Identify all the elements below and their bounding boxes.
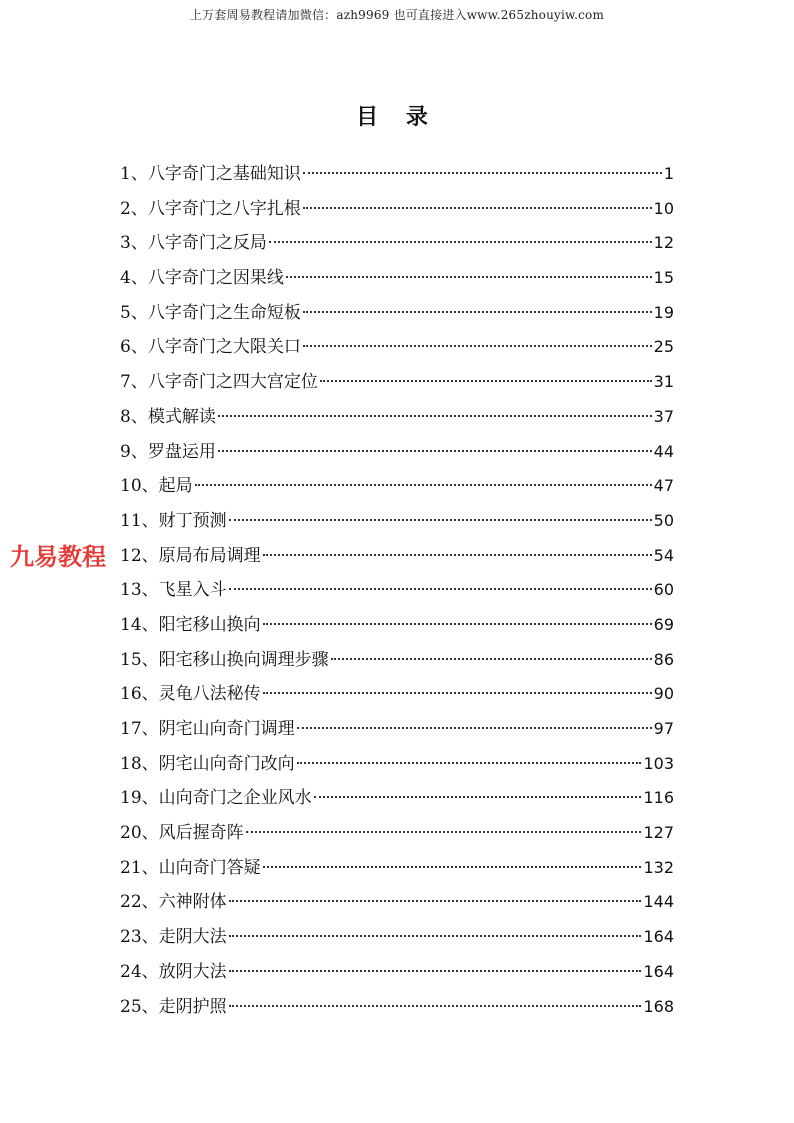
- toc-entry-page-number: 69: [653, 614, 674, 634]
- toc-entry-page-number: 132: [643, 857, 674, 877]
- toc-dot-leader: [303, 345, 652, 347]
- toc-dot-leader: [229, 935, 642, 937]
- toc-entry-page-number: 90: [653, 684, 674, 704]
- toc-dot-leader: [297, 727, 652, 729]
- toc-entry[interactable]: [120, 296, 674, 331]
- toc-entry[interactable]: [120, 608, 674, 643]
- toc-entry-label: 1、八字奇门之基础知识: [120, 164, 301, 184]
- table-of-contents: [120, 157, 674, 1024]
- toc-entry-label: 12、原局布局调理: [120, 545, 261, 566]
- toc-entry-page-number: 1: [663, 164, 674, 183]
- toc-entry-page-number: 54: [653, 545, 674, 565]
- toc-dot-leader: [297, 762, 642, 764]
- toc-entry-page-number: 127: [643, 823, 674, 843]
- toc-dot-leader: [263, 623, 652, 625]
- toc-dot-leader: [195, 484, 652, 486]
- toc-dot-leader: [229, 519, 652, 521]
- toc-dot-leader: [229, 970, 642, 972]
- toc-entry-page-number: 144: [643, 892, 674, 912]
- page-title: 目 录: [356, 104, 438, 130]
- toc-dot-leader: [286, 276, 652, 278]
- toc-entry-label: 22、六神附体: [120, 892, 227, 913]
- toc-dot-leader: [246, 831, 642, 833]
- toc-entry[interactable]: [120, 781, 674, 816]
- toc-entry[interactable]: [120, 677, 674, 712]
- toc-entry[interactable]: [120, 226, 674, 261]
- toc-entry-label: 2、八字奇门之八字扎根: [120, 198, 301, 219]
- toc-entry-label: 3、八字奇门之反局: [120, 233, 267, 254]
- toc-dot-leader: [303, 311, 652, 313]
- toc-dot-leader: [331, 658, 652, 660]
- toc-entry-label: 9、罗盘运用: [120, 441, 216, 462]
- watermark-logo: 九易教程: [6, 540, 110, 574]
- toc-entry-page-number: 103: [643, 753, 674, 773]
- toc-entry[interactable]: [120, 365, 674, 400]
- toc-entry-page-number: 47: [653, 476, 674, 496]
- toc-entry[interactable]: [120, 712, 674, 747]
- toc-entry[interactable]: [120, 643, 674, 678]
- toc-entry[interactable]: [120, 504, 674, 539]
- toc-dot-leader: [229, 588, 652, 590]
- toc-dot-leader: [263, 866, 642, 868]
- toc-dot-leader: [263, 692, 652, 694]
- toc-dot-leader: [303, 172, 662, 174]
- toc-entry-page-number: 116: [643, 788, 674, 808]
- toc-entry[interactable]: [120, 816, 674, 851]
- toc-entry-label: 21、山向奇门答疑: [120, 857, 261, 878]
- toc-entry-label: 14、阳宅移山换向: [120, 614, 261, 635]
- toc-entry-page-number: 31: [653, 372, 674, 392]
- toc-dot-leader: [320, 380, 652, 382]
- toc-entry-page-number: 97: [653, 719, 674, 738]
- toc-entry[interactable]: [120, 851, 674, 886]
- toc-entry-page-number: 19: [653, 302, 674, 322]
- toc-entry-label: 4、八字奇门之因果线: [120, 268, 284, 289]
- toc-entry[interactable]: [120, 192, 674, 227]
- page-header-notice: 上万套周易教程请加微信：azh9969 也可直接进入www.265zhouyiw.com: [189, 8, 605, 22]
- toc-entry-label: 23、走阴大法: [120, 927, 227, 948]
- toc-dot-leader: [314, 796, 642, 798]
- toc-entry-label: 20、风后握奇阵: [120, 823, 244, 844]
- toc-dot-leader: [218, 415, 652, 417]
- toc-entry[interactable]: [120, 330, 674, 365]
- toc-dot-leader: [263, 554, 652, 556]
- toc-entry[interactable]: [120, 955, 674, 990]
- toc-entry-page-number: 12: [653, 233, 674, 253]
- toc-entry-page-number: 164: [643, 927, 674, 947]
- toc-entry[interactable]: [120, 747, 674, 782]
- toc-dot-leader: [269, 241, 652, 243]
- toc-entry-label: 17、阴宅山向奇门调理: [120, 719, 295, 739]
- toc-entry-label: 15、阳宅移山换向调理步骤: [120, 649, 329, 670]
- toc-entry-label: 18、阴宅山向奇门改向: [120, 753, 295, 774]
- toc-dot-leader: [303, 207, 652, 209]
- toc-dot-leader: [229, 1005, 642, 1007]
- toc-dot-leader: [229, 900, 642, 902]
- toc-entry-label: 11、财丁预测: [120, 510, 227, 531]
- toc-entry-page-number: 164: [643, 961, 674, 981]
- toc-entry-page-number: 50: [653, 510, 674, 530]
- toc-entry-page-number: 44: [653, 441, 674, 461]
- toc-entry[interactable]: [120, 157, 674, 192]
- toc-entry-label: 19、山向奇门之企业风水: [120, 788, 312, 809]
- toc-entry-page-number: 25: [653, 337, 674, 357]
- toc-entry[interactable]: [120, 539, 674, 574]
- toc-entry-label: 13、飞星入斗: [120, 580, 227, 601]
- toc-entry-page-number: 37: [653, 406, 674, 426]
- toc-entry[interactable]: [120, 920, 674, 955]
- toc-entry-label: 24、放阴大法: [120, 961, 227, 982]
- toc-entry-page-number: 86: [653, 649, 674, 669]
- toc-entry[interactable]: [120, 990, 674, 1025]
- toc-entry[interactable]: [120, 885, 674, 920]
- toc-entry[interactable]: [120, 469, 674, 504]
- toc-entry-label: 25、走阴护照: [120, 996, 227, 1017]
- toc-entry-label: 10、起局: [120, 476, 193, 497]
- toc-entry-page-number: 60: [653, 580, 674, 600]
- toc-entry-page-number: 15: [653, 268, 674, 288]
- toc-entry[interactable]: [120, 261, 674, 296]
- toc-entry[interactable]: [120, 573, 674, 608]
- toc-entry-label: 8、模式解读: [120, 406, 216, 427]
- toc-entry[interactable]: [120, 435, 674, 470]
- toc-dot-leader: [218, 450, 652, 452]
- toc-entry-page-number: 168: [643, 996, 674, 1016]
- toc-entry-label: 16、灵龟八法秘传: [120, 684, 261, 705]
- toc-entry[interactable]: [120, 400, 674, 435]
- toc-entry-label: 6、八字奇门之大限关口: [120, 337, 301, 358]
- toc-entry-page-number: 10: [653, 198, 674, 218]
- toc-entry-label: 7、八字奇门之四大宫定位: [120, 372, 318, 393]
- toc-entry-label: 5、八字奇门之生命短板: [120, 302, 301, 323]
